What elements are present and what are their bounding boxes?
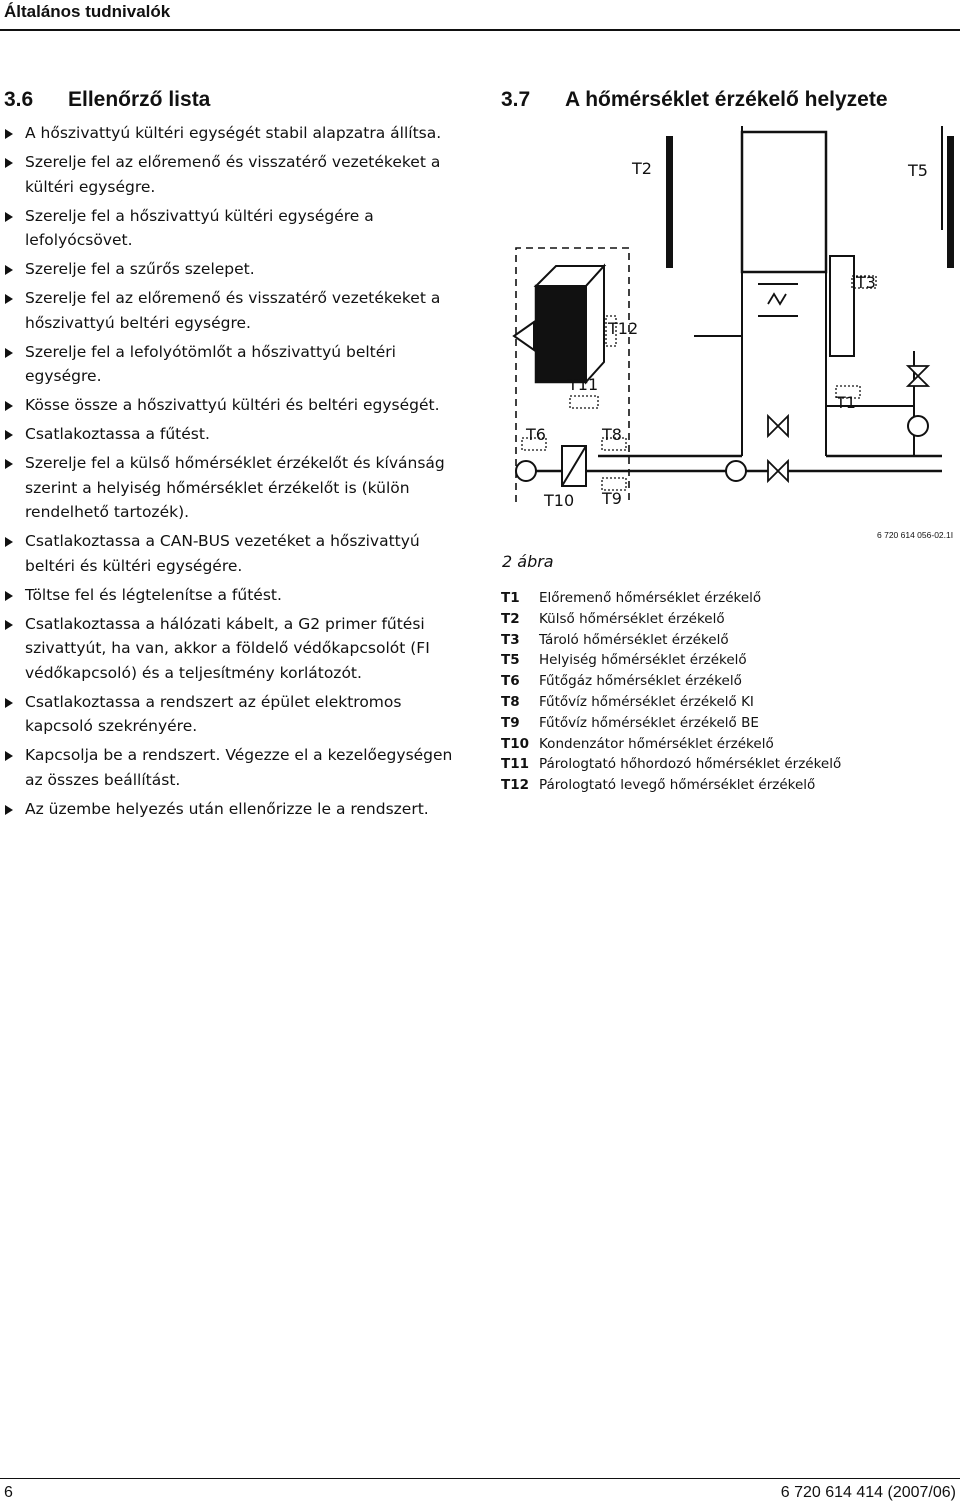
bullet-arrow-icon — [5, 430, 13, 440]
checklist-item — [4, 121, 464, 146]
heater-icon — [768, 294, 786, 304]
legend-text: Helyiség hőmérséklet érzékelő — [539, 652, 747, 669]
figure-code: 6 720 614 056-02.1I — [877, 530, 954, 540]
checklist-item — [4, 340, 464, 389]
checklist-heading — [4, 88, 210, 112]
legend-text: Fűtőgáz hőmérséklet érzékelő — [539, 673, 742, 690]
legend-code: T3 — [501, 631, 520, 648]
checklist-item-text: Az üzembe helyezés után ellenőrizze le a rendszert. — [25, 799, 429, 818]
sensor-marker — [570, 396, 598, 408]
sensor-position-heading-number: 3.7 — [501, 88, 531, 111]
valve-icon — [768, 461, 778, 481]
compressor-icon — [516, 461, 536, 481]
legend-code: T2 — [501, 610, 520, 627]
legend-code: T12 — [501, 777, 529, 794]
legend-code: T6 — [501, 673, 520, 690]
legend-item — [501, 734, 841, 755]
sensor-position-diagram — [498, 126, 960, 546]
checklist-item-text: Kösse össze a hőszivattyú kültéri és beltéri egységét. — [25, 396, 440, 414]
legend-item — [501, 630, 841, 651]
checklist-heading-number: 3.6 — [4, 88, 34, 111]
sensor-position-heading-title: A hőmérséklet érzékelő helyzete — [565, 88, 888, 111]
checklist-item — [4, 583, 464, 608]
legend-item — [501, 754, 841, 775]
building-wall-bar — [666, 136, 673, 268]
page-number: 6 — [4, 1484, 13, 1501]
checklist-item-text: Szerelje fel a lefolyótömlőt a hőszivattyú beltéri egységre. — [25, 342, 396, 385]
legend-item — [501, 775, 841, 796]
sensor-label-t8: T8 — [602, 425, 622, 444]
legend-text: Párologtató hőhordozó hőmérséklet érzékelő — [539, 756, 842, 773]
checklist-item-text: Csatlakoztassa a hálózati kábelt, a G2 primer fűtési szivattyút, ha van, akkor a földelő védőkapcsolót (FI védőkapcsoló) és a teljesítmény korlátozót. — [25, 614, 430, 682]
checklist-item — [4, 150, 464, 199]
figure-caption: 2 ábra — [502, 552, 554, 571]
checklist-item-text: Csatlakoztassa a rendszert az épület elektromos kapcsoló szekrényére. — [25, 692, 402, 735]
checklist-item-text: Szerelje fel az előremenő és visszatérő vezetékeket a kültéri egységre. — [25, 153, 441, 196]
checklist-item — [4, 612, 464, 686]
building-wall-bar — [947, 136, 954, 268]
valve-icon — [778, 461, 788, 481]
bullet-arrow-icon — [5, 698, 13, 708]
legend-text: Előremenő hőmérséklet érzékelő — [539, 590, 762, 606]
sensor-label-t10: T10 — [544, 491, 575, 510]
sensor-label-t9: T9 — [602, 489, 622, 508]
sensor-label-t3: T3 — [856, 273, 876, 292]
sensor-label-t1: T1 — [836, 393, 856, 412]
indoor-unit-box — [742, 132, 826, 272]
bullet-arrow-icon — [5, 537, 13, 547]
legend-text: Párologtató levegő hőmérséklet érzékelő — [539, 777, 816, 794]
legend-text: Tároló hőmérséklet érzékelő — [539, 631, 729, 648]
bullet-arrow-icon — [5, 401, 13, 411]
checklist-item — [4, 743, 464, 792]
valve-icon — [778, 416, 788, 436]
legend-item — [501, 671, 841, 692]
header-divider — [0, 29, 960, 31]
checklist-item-text: A hőszivattyú kültéri egységét stabil alapzatra állítsa. — [25, 124, 442, 142]
bullet-arrow-icon — [5, 294, 13, 304]
sensor-label-t11: T11 — [568, 375, 599, 394]
legend-item — [501, 588, 841, 609]
sensor-legend — [501, 588, 841, 796]
sensor-label-t5: T5 — [908, 161, 928, 180]
valve-icon — [908, 366, 928, 376]
checklist-item-text: Szerelje fel a külső hőmérséklet érzékelőt és kívánság szerint a helyiség hőmérséklet érzékelőt is (külön rendelhető tartozék). — [25, 454, 445, 521]
bullet-arrow-icon — [5, 459, 13, 469]
circulation-pump-icon — [908, 416, 928, 436]
legend-item — [501, 713, 841, 734]
legend-code: T5 — [501, 652, 520, 669]
sensor-label-t12: T12 — [608, 319, 639, 338]
legend-code: T11 — [501, 756, 529, 773]
footer-divider — [0, 1478, 960, 1479]
legend-text: Fűtővíz hőmérséklet érzékelő BE — [539, 714, 759, 731]
legend-item — [501, 692, 841, 713]
air-flow-arrow-icon — [514, 322, 534, 350]
storage-tank — [830, 256, 854, 356]
valve-icon — [908, 376, 928, 386]
checklist-item — [4, 393, 464, 418]
sensor-label-t2: T2 — [632, 159, 652, 178]
evaporator-block — [536, 286, 586, 382]
checklist-item — [4, 422, 464, 447]
bullet-arrow-icon — [5, 751, 13, 761]
document-reference: 6 720 614 414 (2007/06) — [780, 1484, 956, 1501]
checklist-heading-title: Ellenőrző lista — [68, 88, 211, 111]
checklist-item — [4, 529, 464, 578]
bullet-arrow-icon — [5, 129, 13, 139]
checklist-item-text: Szerelje fel az előremenő és visszatérő vezetékeket a hőszivattyú beltéri egységre. — [25, 289, 441, 332]
checklist-item — [4, 286, 464, 335]
checklist-item — [4, 797, 464, 822]
sensor-position-heading — [501, 88, 888, 112]
legend-code: T10 — [501, 735, 529, 752]
bullet-arrow-icon — [5, 158, 13, 168]
legend-text: Külső hőmérséklet érzékelő — [539, 610, 725, 627]
bullet-arrow-icon — [5, 265, 13, 275]
checklist-item — [4, 690, 464, 739]
bullet-arrow-icon — [5, 805, 13, 815]
page-header-title: Általános tudnivalók — [4, 2, 171, 21]
checklist-item-text: Csatlakoztassa a fűtést. — [25, 425, 210, 443]
circulation-pump-icon — [726, 461, 746, 481]
legend-code: T1 — [501, 590, 520, 606]
checklist-item — [4, 451, 464, 525]
legend-code: T8 — [501, 693, 520, 710]
checklist-item-text: Szerelje fel a szűrős szelepet. — [25, 260, 255, 278]
checklist-item — [4, 204, 464, 253]
bullet-arrow-icon — [5, 620, 13, 630]
legend-text: Kondenzátor hőmérséklet érzékelő — [539, 735, 774, 752]
checklist-item-text: Kapcsolja be a rendszert. Végezze el a kezelőegységen az összes beállítást. — [25, 746, 453, 789]
legend-item — [501, 650, 841, 671]
sensor-label-t6: T6 — [526, 425, 546, 444]
evaporator-side — [586, 266, 604, 382]
bullet-arrow-icon — [5, 348, 13, 358]
checklist-item — [4, 257, 464, 282]
checklist-item-text: Csatlakoztassa a CAN-BUS vezetéket a hőszivattyú beltéri és kültéri egységére. — [25, 532, 420, 575]
legend-text: Fűtővíz hőmérséklet érzékelő KI — [539, 693, 754, 710]
checklist-item-text: Töltse fel és légtelenítse a fűtést. — [25, 585, 282, 604]
bullet-arrow-icon — [5, 212, 13, 222]
checklist — [4, 121, 464, 826]
checklist-item-text: Szerelje fel a hőszivattyú kültéri egységére a lefolyócsövet. — [25, 206, 374, 249]
legend-code: T9 — [501, 714, 520, 731]
bullet-arrow-icon — [5, 591, 13, 601]
valve-icon — [768, 416, 778, 436]
legend-item — [501, 609, 841, 630]
